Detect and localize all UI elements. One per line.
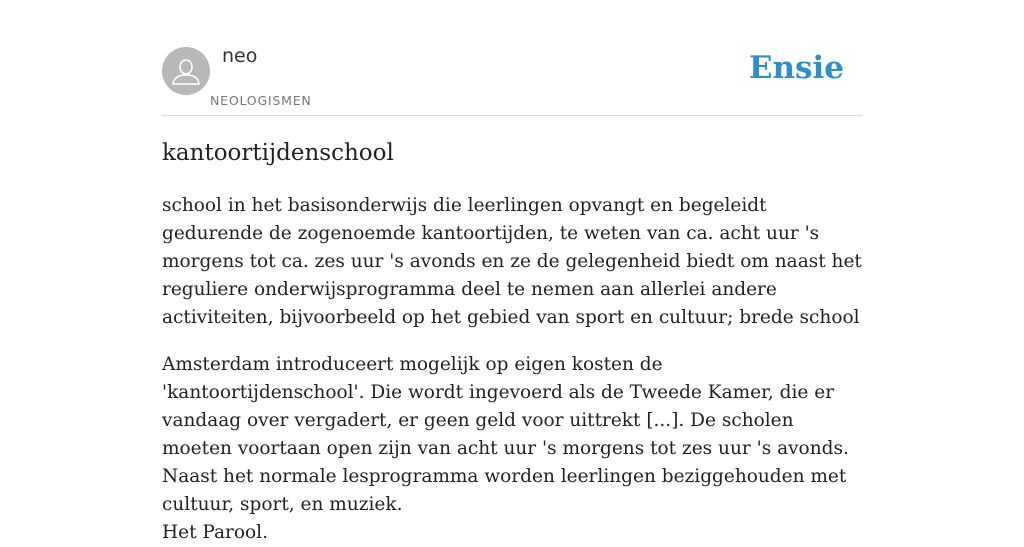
entry-definition: school in het basisonderwijs die leerlingen opvangt en begeleidt gedurende de zogenoemde kantoortijden, te weten van ca. acht uur 's morgens tot ca. zes uur 's avonds en ze de gelegenheid biedt om naast het reguliere onderwijsprogramma deel te nemen aan allerlei andere activiteiten, bijvoorbeeld op het gebied van sport en cultuur; brede school <box>162 195 862 328</box>
quote-source: Het Parool. <box>162 522 268 543</box>
quote-text: Amsterdam introduceert mogelijk op eigen kosten de 'kantoortijdenschool'. Die wordt ingevoerd als de Tweede Kamer, die er vandaag over vergadert, er geen geld voor uittrekt [...]. De scholen moeten voortaan open zijn van acht uur 's morgens tot zes uur 's avonds. Naast het normale lesprogramma worden leerlingen beziggehouden met cultuur, sport, en muziek. <box>162 354 849 515</box>
entry-quote <box>162 351 862 547</box>
page-container <box>162 0 862 543</box>
ensie-logo[interactable]: Ensie <box>748 50 844 86</box>
category-link[interactable]: NEOLOGISMEN <box>210 93 312 108</box>
author-link[interactable]: neo <box>222 45 258 67</box>
entry-title: kantoortijdenschool <box>162 140 394 166</box>
entry-header <box>162 0 862 116</box>
user-placeholder-icon[interactable] <box>162 47 210 95</box>
